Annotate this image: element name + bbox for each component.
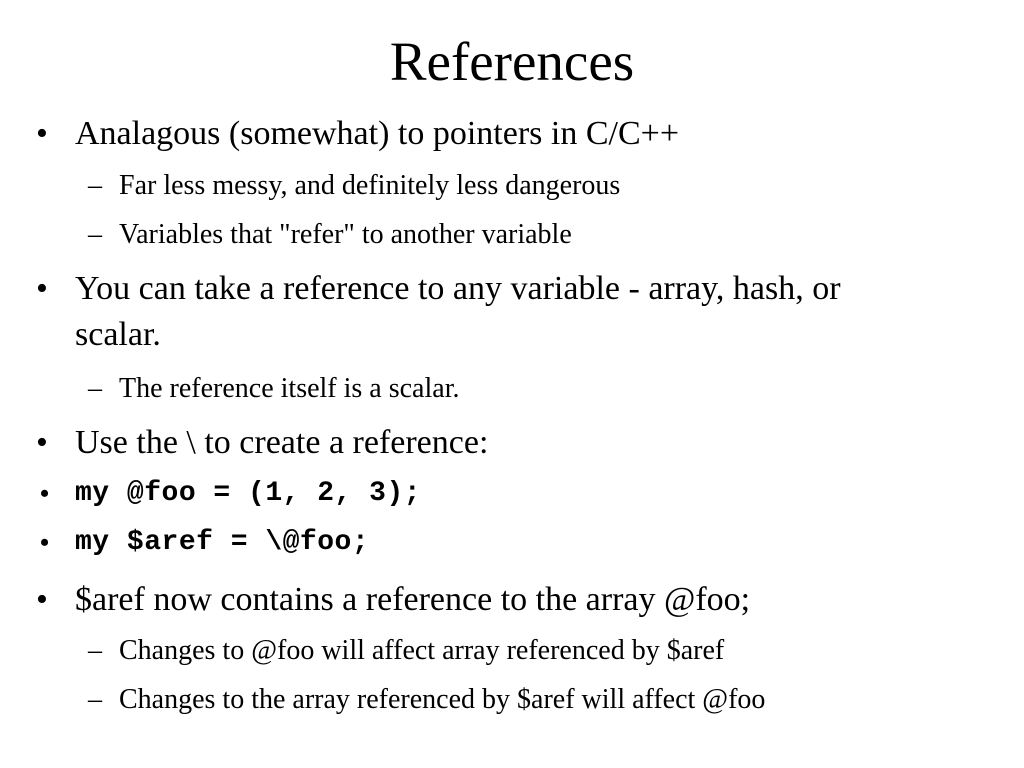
dash-marker: – <box>88 219 102 250</box>
bullet-text: Analagous (somewhat) to pointers in C/C++ <box>75 115 679 152</box>
bullet-text-line-2: scalar. <box>75 316 161 353</box>
bullet-item <box>36 577 996 623</box>
dash-marker: – <box>88 635 102 666</box>
bullet-marker: • <box>36 424 48 461</box>
slide-title: References <box>389 31 635 92</box>
bullet-marker: • <box>40 479 50 508</box>
sub-bullet-item <box>88 633 988 669</box>
bullet-marker: • <box>36 115 48 152</box>
sub-bullet-text: Changes to the array referenced by $aref will affect @foo <box>119 684 766 715</box>
sub-bullet-text: Variables that "refer" to another variable <box>119 219 572 250</box>
bullet-marker: • <box>36 581 48 618</box>
sub-bullet-text: Changes to @foo will affect array referenced by $aref <box>119 635 725 666</box>
bullet-text: Use the \ to create a reference: <box>75 424 489 461</box>
sub-bullet-item <box>88 217 988 253</box>
code-text: my $aref = \@foo; <box>75 527 370 558</box>
bullet-text: $aref now contains a reference to the array @foo; <box>75 581 751 618</box>
bullet-marker: • <box>40 528 50 557</box>
dash-marker: – <box>88 170 102 201</box>
bullet-item <box>36 420 996 466</box>
sub-bullet-text: The reference itself is a scalar. <box>119 373 460 404</box>
code-bullet-item <box>40 474 940 514</box>
dash-marker: – <box>88 373 102 404</box>
sub-bullet-item <box>88 371 988 407</box>
code-text: my @foo = (1, 2, 3); <box>75 478 422 509</box>
dash-marker: – <box>88 684 102 715</box>
code-bullet-item <box>40 523 940 563</box>
sub-bullet-text: Far less messy, and definitely less dangerous <box>119 170 621 201</box>
bullet-item <box>36 111 996 157</box>
sub-bullet-item <box>88 682 988 718</box>
sub-bullet-item <box>88 168 988 204</box>
bullet-marker: • <box>36 270 48 307</box>
bullet-text-line-1: You can take a reference to any variable - array, hash, or <box>75 270 841 307</box>
bullet-item <box>36 266 996 358</box>
